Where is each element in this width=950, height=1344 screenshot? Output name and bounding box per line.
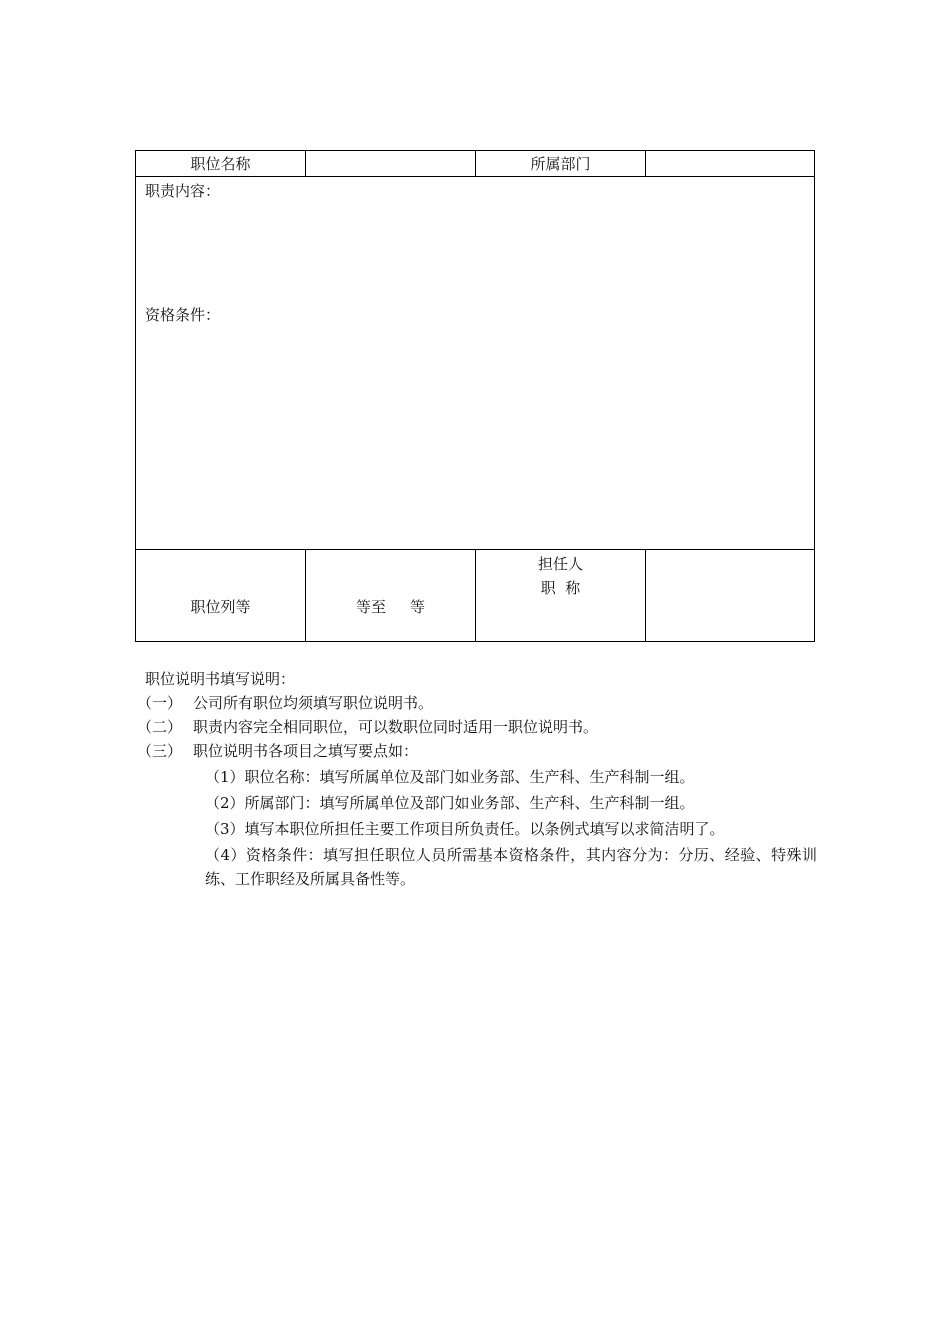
instruction-prefix: （二） — [137, 718, 183, 736]
holder-title-line2: 职 称 — [540, 579, 581, 597]
instruction-item — [137, 691, 815, 715]
holder-title-label — [476, 552, 645, 600]
department-field[interactable] — [646, 151, 814, 176]
position-description-form — [135, 150, 815, 642]
instruction-item — [137, 715, 815, 739]
footer-divider — [645, 550, 646, 641]
instructions-section — [137, 667, 817, 891]
qualifications-label: 资格条件： — [145, 306, 221, 324]
grade-range-from: 等至 — [355, 598, 386, 616]
holder-title-line1: 担任人 — [537, 555, 583, 573]
header-divider — [645, 151, 646, 176]
form-header-row — [136, 151, 814, 177]
grade-label: 职位列等 — [190, 598, 251, 616]
instruction-prefix: （三） — [137, 742, 183, 760]
instruction-sub-item: （4）资格条件：填写担任职位人员所需基本资格条件，其内容分为：分历、经验、特殊训练、工作职经及所属具备性等。 — [205, 846, 817, 888]
instruction-sub-item: （2）所属部门：填写所属单位及部门如业务部、生产科、生产科制一组。 — [205, 794, 695, 812]
form-footer-row — [136, 550, 814, 641]
instruction-item — [137, 739, 815, 763]
header-divider — [475, 151, 476, 176]
duties-qualifications-area[interactable] — [136, 176, 814, 550]
position-name-label: 职位名称 — [190, 155, 251, 173]
instructions-title: 职位说明书填写说明： — [145, 670, 296, 688]
instruction-text: 职责内容完全相同职位，可以数职位同时适用一职位说明书。 — [193, 718, 599, 736]
grade-range-field[interactable] — [306, 596, 475, 617]
position-name-field[interactable] — [306, 151, 475, 176]
instruction-text: 职位说明书各项目之填写要点如： — [193, 742, 419, 760]
instruction-sub-item: （1）职位名称：填写所属单位及部门如业务部、生产科、生产科制一组。 — [205, 768, 695, 786]
header-divider — [305, 151, 306, 176]
instruction-sub-item: （3）填写本职位所担任主要工作项目所负责任。以条例式填写以求简洁明了。 — [205, 820, 725, 838]
department-label: 所属部门 — [530, 155, 591, 173]
instruction-text: 公司所有职位均须填写职位说明书。 — [193, 694, 434, 712]
grade-range-to: 等 — [410, 598, 426, 616]
instruction-prefix: （一） — [137, 694, 183, 712]
duties-label: 职责内容： — [145, 182, 221, 200]
